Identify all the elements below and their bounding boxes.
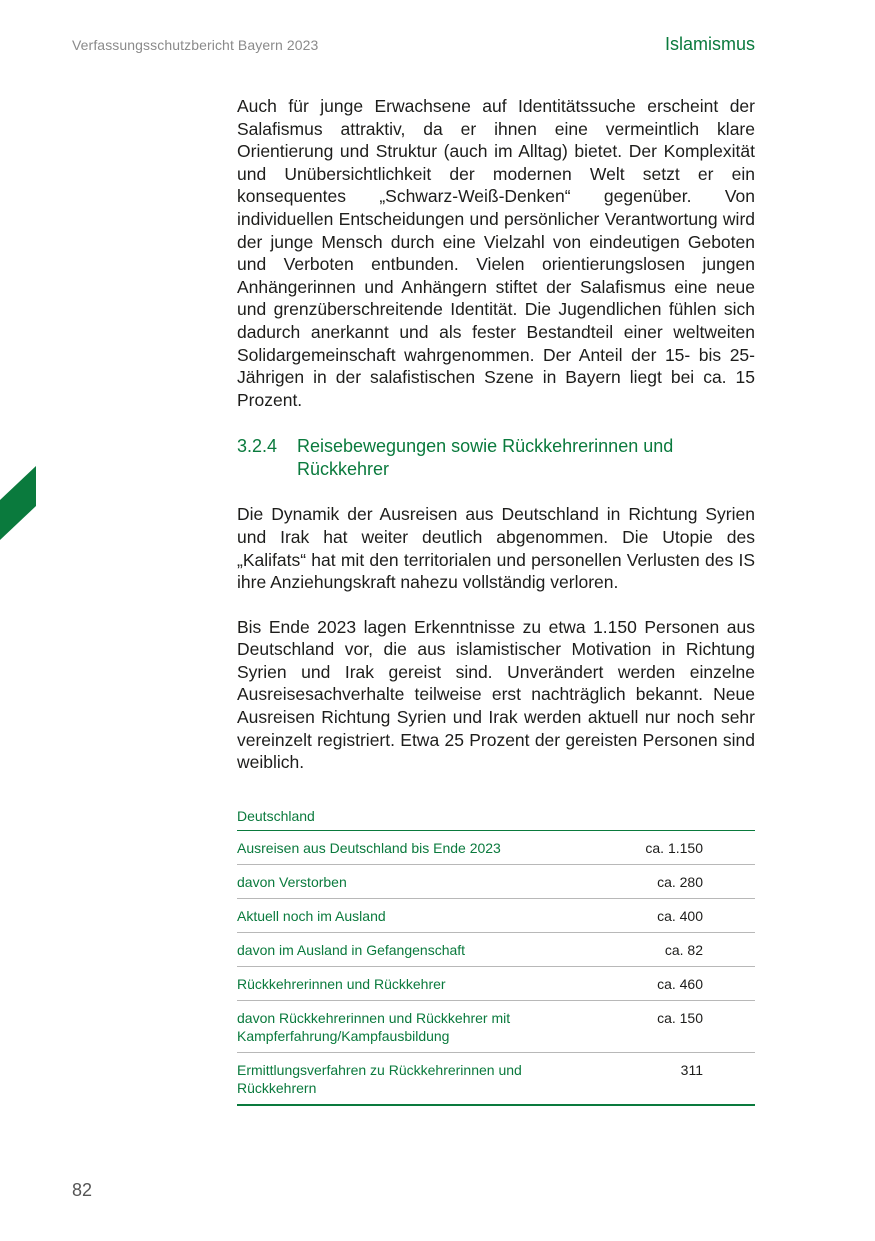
row-label: davon im Ausland in Gefangenschaft xyxy=(237,941,466,958)
table-row xyxy=(237,865,755,899)
page-number: 82 xyxy=(72,1180,93,1200)
table-row xyxy=(237,933,755,967)
row-label: Ausreisen aus Deutschland bis Ende 2023 xyxy=(237,839,501,856)
table-row xyxy=(237,899,755,933)
row-label: Rückkehrerinnen und Rückkehrer xyxy=(237,975,446,992)
row-value: ca. 150 xyxy=(657,1009,703,1026)
row-value: ca. 400 xyxy=(657,907,703,924)
body-paragraph-2: Die Dynamik der Ausreisen aus Deutschland in Richtung Syrien und Irak hat weiter deutlich abgenommen. Die Utopie des „Kalifats“ hat mit den territorialen und personellen Verlusten des IS ihre Anziehungskraft nahezu vollständig verloren. xyxy=(237,504,755,593)
row-value: ca. 1.150 xyxy=(645,839,703,856)
section-title: Reisebewegungen sowie Rückkehrerinnen und Rückkehrer xyxy=(297,436,674,480)
section-heading xyxy=(237,435,755,481)
row-label: Ermittlungsverfahren zu Rückkehrerinnen und Rückkehrern xyxy=(237,1061,522,1096)
main-content xyxy=(237,95,755,1106)
row-value: ca. 460 xyxy=(657,975,703,992)
row-value: ca. 82 xyxy=(664,941,703,958)
section-number: 3.2.4 xyxy=(237,436,278,457)
statistics-table xyxy=(237,808,755,1106)
row-value: ca. 280 xyxy=(657,873,703,890)
table-row xyxy=(237,1053,755,1106)
chapter-tab-marker xyxy=(0,466,36,540)
table-row xyxy=(237,831,755,865)
body-paragraph-1: Auch für junge Erwachsene auf Identitätssuche erscheint der Salafismus attraktiv, da er ihnen eine vermeintlich klare Orientierung und Struktur (auch im Alltag) bietet. Der Komplexität und Unübersichtlichkeit der modernen Welt setzt er ein konsequentes „Schwarz-Weiß-Denken“ gegenüber. Von individuellen Entscheidungen und persönlicher Verantwortung wird der junge Mensch durch eine Vielzahl von eindeutigen Geboten und Verboten entbunden. Vielen orientierungslosen jungen Anhängerinnen und Anhängern stiftet der Salafismus eine neue und grenzüberschreitende Identität. Die Jugendlichen fühlen sich dadurch anerkannt und als fester Bestandteil einer weltweiten Solidargemeinschaft wahrgenommen. Der Anteil der 15- bis 25-Jährigen in der salafistischen Szene in Bayern liegt bei ca. 15 Prozent. xyxy=(237,96,755,410)
row-label: davon Rückkehrerinnen und Rückkehrer mit Kampferfahrung/Kampfausbildung xyxy=(237,1009,511,1044)
table-title: Deutschland xyxy=(237,808,755,831)
running-header-title: Verfassungsschutzbericht Bayern 2023 xyxy=(72,37,319,53)
table-row xyxy=(237,967,755,1001)
table-row xyxy=(237,1001,755,1053)
row-value: 311 xyxy=(680,1061,703,1078)
chapter-title: Islamismus xyxy=(664,34,755,54)
row-label: davon Verstorben xyxy=(237,873,347,890)
body-paragraph-3: Bis Ende 2023 lagen Erkenntnisse zu etwa 1.150 Personen aus Deutschland vor, die aus islamistischer Motivation in Richtung Syrien und Irak gereist sind. Unverändert werden einzelne Ausreisesachverhalte teilweise erst nachträglich bekannt. Neue Ausreisen Richtung Syrien und Irak werden aktuell nur noch sehr vereinzelt registriert. Etwa 25 Prozent der gereisten Personen sind weiblich. xyxy=(237,616,755,773)
row-label: Aktuell noch im Ausland xyxy=(237,907,386,924)
